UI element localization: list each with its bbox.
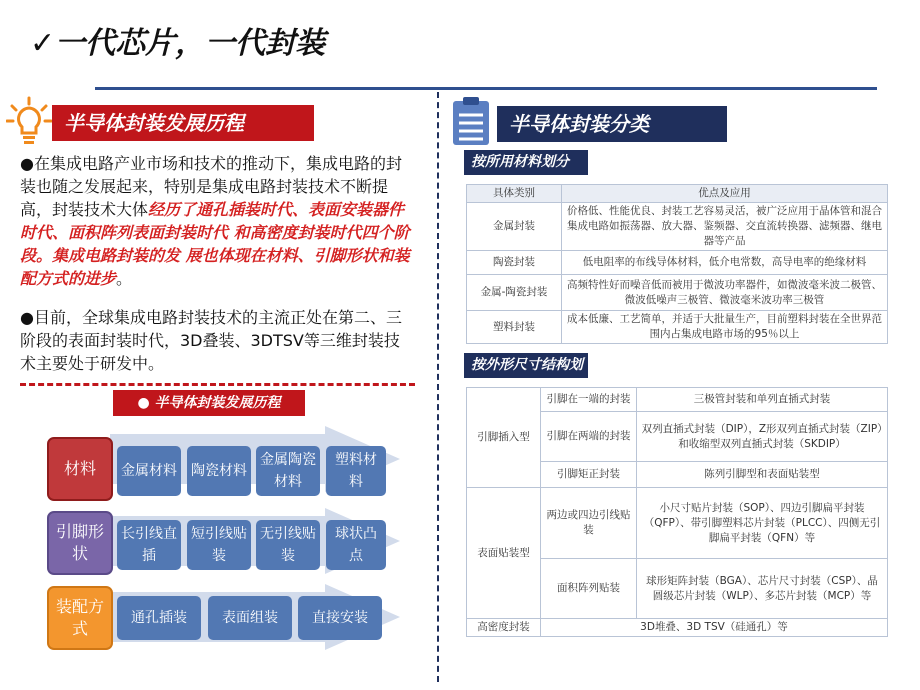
diagram-cell: 金属陶瓷材料 xyxy=(256,446,320,496)
material-section-tag: 按所用材料划分 xyxy=(464,150,588,175)
table-cell: 高频特性好而噪音低而被用于微波功率器件，如微波毫米波二极管、微波低噪声三极管、微波毫米波功率三极管 xyxy=(562,275,888,311)
diagram-cell: 通孔插装 xyxy=(117,596,201,640)
material-table xyxy=(466,184,888,344)
table-cell: 球形矩阵封装（BGA）、芯片尺寸封装（CSP）、晶圆级芯片封装（WLP）、多芯片封装（MCP）等 xyxy=(637,559,888,619)
diagram-subtitle: ● 半导体封装发展历程 xyxy=(113,390,305,416)
table-cell: 双列直插式封装（DIP），Z形双列直插式封装（ZIP）和收缩型双列直插式封装（SKDIP） xyxy=(637,412,888,462)
table-cell: 金属-陶瓷封装 xyxy=(467,275,562,311)
diagram-cell: 直接安装 xyxy=(298,596,382,640)
paragraph-2 xyxy=(20,306,415,375)
page-title xyxy=(30,22,370,66)
table-cell: 引脚矩正封装 xyxy=(541,462,637,488)
paragraph-text: 目前，全球集成电路封装技术的主流正处在第二、三阶段的表面封装时代，3D叠装、3DTSV等三维封装技术主要处于研发中。 xyxy=(20,308,402,373)
paragraph-1 xyxy=(20,152,415,290)
table-cell: 陶瓷封装 xyxy=(467,251,562,275)
diagram-cell: 表面组装 xyxy=(208,596,292,640)
row-label-assembly: 装配方式 xyxy=(47,586,113,650)
title-divider xyxy=(95,87,877,90)
highlight-text: 经历了通孔插装时代、表面安装器件时代、面积阵列表面封装时代 和高密度封装时代四个阶段。集成电路封装的发 展也体现在材料、引脚形状和装配方式的进步 xyxy=(20,200,410,288)
table-row xyxy=(467,275,888,311)
table-cell: 成本低廉、工艺简单，并适于大批量生产，目前塑料封装在全世界范围内占集成电路市场的95％以上 xyxy=(562,311,888,344)
table-cell: 小尺寸贴片封装（SOP）、四边引脚扁平封装（QFP）、带引脚塑料芯片封装（PLCC）、四侧无引脚扁平封装（QFN）等 xyxy=(637,488,888,559)
diagram-cell: 长引线直插 xyxy=(117,520,181,570)
history-text xyxy=(20,152,415,391)
shape-section-tag: 按外形尺寸结构划分 xyxy=(464,353,588,378)
table-header: 优点及应用 xyxy=(562,185,888,203)
column-divider xyxy=(437,92,439,682)
table-row xyxy=(467,488,888,559)
diagram-cell: 球状凸点 xyxy=(326,520,386,570)
history-banner: 半导体封装发展历程 xyxy=(52,105,314,141)
row-label-pin-shape: 引脚形状 xyxy=(47,511,113,575)
table-cell: 面积阵列贴装 xyxy=(541,559,637,619)
paragraph-text: 在集成电路产业市场和技术的推动下，集成电路的封装也随之发展起来，特别是集成电路封装技术不断提高，封装技术大体 xyxy=(20,154,402,219)
table-row xyxy=(467,388,888,412)
table-cell: 金属封装 xyxy=(467,203,562,251)
table-header-row xyxy=(467,185,888,203)
row-label-material: 材料 xyxy=(47,437,113,501)
table-cell: 引脚在一端的封装 xyxy=(541,388,637,412)
bullet: ● xyxy=(20,308,34,327)
shape-table xyxy=(466,387,888,637)
table-row xyxy=(467,311,888,344)
diagram-cell: 塑料材料 xyxy=(326,446,386,496)
red-dashed-divider xyxy=(20,383,415,386)
diagram-cell: 无引线贴装 xyxy=(256,520,320,570)
table-cell: 两边或四边引线贴装 xyxy=(541,488,637,559)
table-row xyxy=(467,251,888,275)
diagram-cell: 陶瓷材料 xyxy=(187,446,251,496)
paragraph-end: 。 xyxy=(116,269,133,288)
table-header: 具体类别 xyxy=(467,185,562,203)
page-title-text: 一代芯片，一代封装 xyxy=(55,26,326,61)
table-cell: 三极管封装和单列直插式封装 xyxy=(637,388,888,412)
table-cell: 陈列引脚型和表面贴装型 xyxy=(637,462,888,488)
table-cell: 引脚插入型 xyxy=(467,388,541,488)
lightbulb-icon xyxy=(6,96,52,146)
clipboard-icon xyxy=(450,95,492,147)
table-cell: 高密度封装 xyxy=(467,619,541,637)
table-row xyxy=(467,203,888,251)
classification-banner: 半导体封装分类 xyxy=(497,106,727,142)
table-cell: 表面贴装型 xyxy=(467,488,541,619)
table-cell: 引脚在两端的封装 xyxy=(541,412,637,462)
table-row xyxy=(467,619,888,637)
diagram-cell: 短引线贴装 xyxy=(187,520,251,570)
check-icon: ✓ xyxy=(30,26,56,61)
bullet: ● xyxy=(20,154,34,173)
table-cell: 价格低、性能优良、封装工艺容易灵活，被广泛应用于晶体管和混合集成电路如振荡器、放大器、鉴频器、交直流转换器、滤频器、继电器等产品 xyxy=(562,203,888,251)
diagram-cell: 金属材料 xyxy=(117,446,181,496)
table-cell: 低电阻率的布线导体材料，低介电常数，高导电率的绝缘材料 xyxy=(562,251,888,275)
table-cell: 塑料封装 xyxy=(467,311,562,344)
table-cell: 3D堆叠、3D TSV（硅通孔）等 xyxy=(541,619,888,637)
